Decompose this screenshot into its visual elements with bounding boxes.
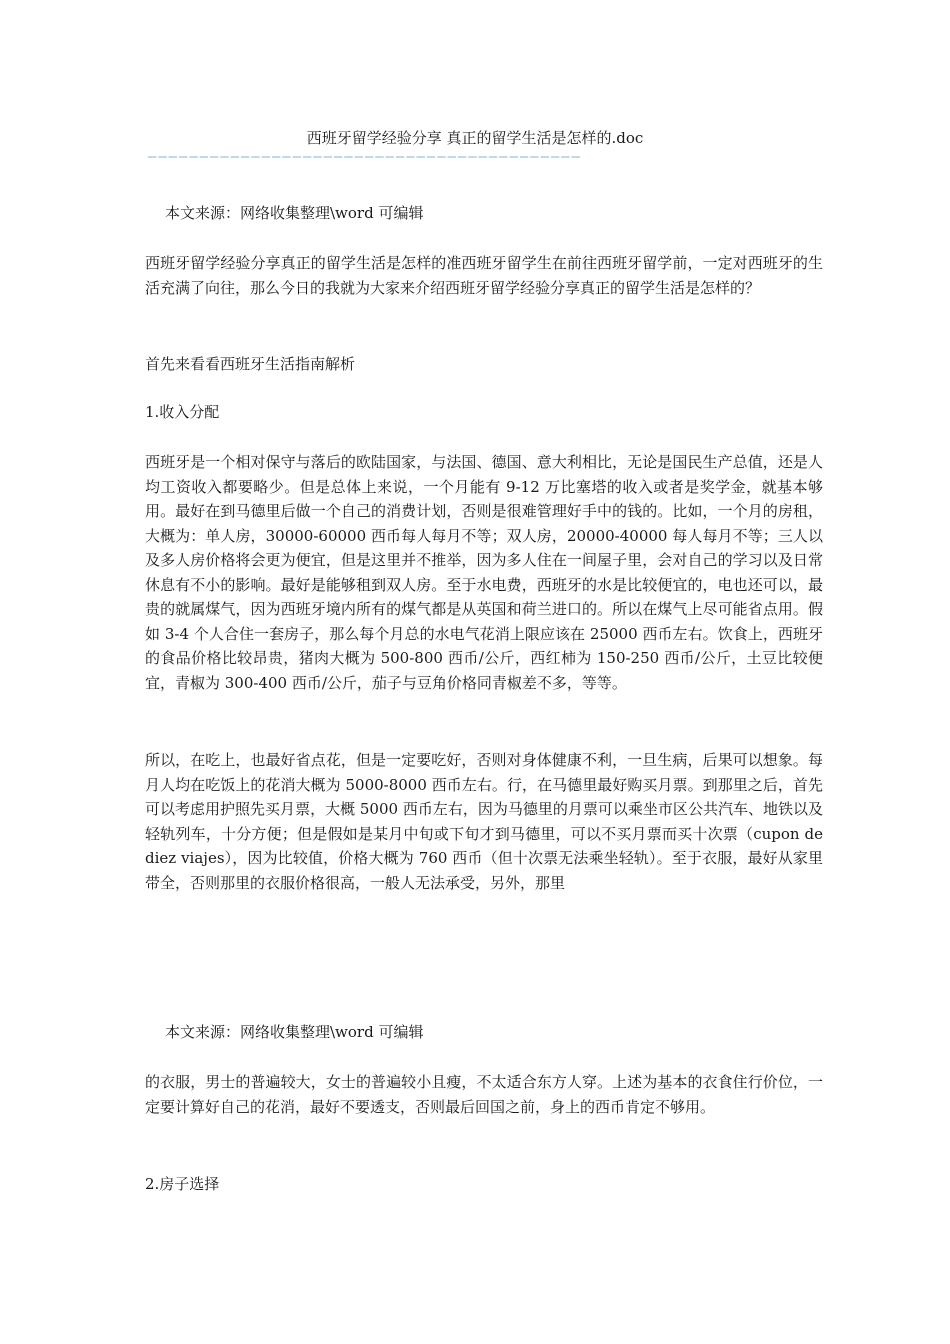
source-label-repeat: 本文来源：网络收集整理\word 可编辑	[165, 1023, 424, 1041]
document-title: 西班牙留学经验分享 真正的留学生活是怎样的.doc	[306, 129, 644, 147]
continuation-paragraph: 的衣服，男士的普遍较大，女士的普遍较小且瘦，不太适合东方人穿。上述为基本的衣食住行价位，一定要计算好自己的花消，最好不要透支，否则最后回国之前，身上的西币肯定不够用。	[145, 1073, 823, 1116]
section-heading-income: 1.收入分配	[145, 403, 220, 421]
source-label: 本文来源：网络收集整理\word 可编辑	[165, 204, 424, 222]
income-paragraph: 西班牙是一个相对保守与落后的欧陆国家，与法国、德国、意大利相比，无论是国民生产总值，还是人均工资收入都要略少。但是总体上来说，一个月能有 9-12 万比塞塔的收入或者是奖学金，就基本够用。最好在到马德里后做一个自己的消费计划，否则是很难管理好手中的钱的。比如，一个月的房租，大概为：单人房，30000-60000 西币每人每月不等；双人房，20000-40000 每人每月不等；三人以及多人房价格将会更为便宜，但是这里并不推举，因为多人住在一间屋子里，会对自己的学习以及日常休息有不小的影响。最好是能够租到双人房。至于水电费，西班牙的水是比较便宜的，电也还可以，最贵的就属煤气，因为西班牙境内所有的煤气都是从英国和荷兰进口的。所以在煤气上尽可能省点用。假如 3-4 个人合住一套房子，那么每个月总的水电气花消上限应该在 25000 西币左右。饮食上，西班牙的食品价格比较昂贵，猪肉大概为 500-800 西币/公斤，西红柿为 150-250 西币/公斤，土豆比较便宜，青椒为 300-400 西币/公斤，茄子与豆角价格同青椒差不多，等等。	[145, 453, 823, 692]
expenses-paragraph: 所以，在吃上，也最好省点花，但是一定要吃好，否则对身体健康不利，一旦生病，后果可以想象。每月人均在吃饭上的花消大概为 5000-8000 西币左右。行，在马德里最好购买月票。到那里之后，首先可以考虑用护照先买月票，大概 5000 西币左右，因为马德里的月票可以乘坐市区公共汽车、地铁以及轻轨列车，十分方便；但是假如是某月中旬或下旬才到马德里，可以不买月票而买十次票（cupon de diez viajes），因为比较值，价格大概为 760 西币（但十次票无法乘坐轻轨）。至于衣服，最好从家里带全，否则那里的衣服价格很高，一般人无法承受，另外，那里	[145, 751, 823, 892]
section-heading-housing: 2.房子选择	[145, 1175, 220, 1193]
intro-paragraph: 西班牙留学经验分享真正的留学生活是怎样的准西班牙留学生在前往西班牙留学前，一定对西班牙的生活充满了向往，那么今日的我就为大家来介绍西班牙留学经验分享真正的留学生活是怎样的？	[145, 254, 823, 297]
header-divider: ——————————————————————————————————————————	[148, 150, 582, 164]
guide-heading: 首先来看看西班牙生活指南解析	[145, 355, 356, 373]
